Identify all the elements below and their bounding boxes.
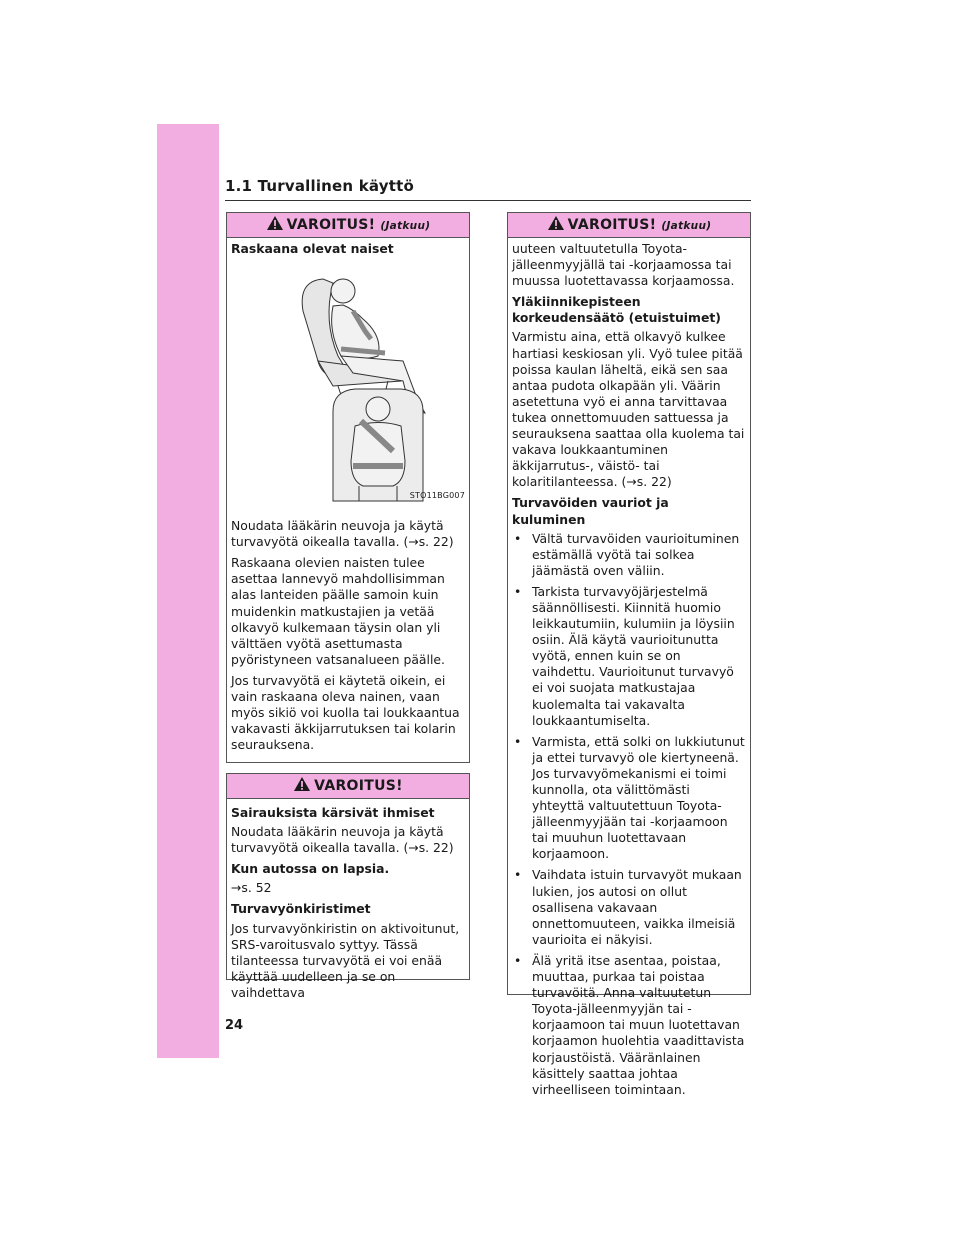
page-number: 24 [225,1018,244,1033]
warning-label: VAROITUS! [286,217,376,233]
warning-box-continued-left [226,212,470,763]
pregnant-seatbelt-illustration [293,261,463,506]
paragraph: Raskaana olevien naisten tulee asettaa lannevyö mahdollisimman alas lanteiden päälle samoin kuin muidenkin matkustajien ja vetää olkavyö kulkemaan täysin olan yli välttäen vyötä asettumasta pyöristyneen vatsanalueen päälle. [231,555,445,667]
paragraph: Noudata lääkärin neuvoja ja käytä turvavyötä oikealla tavalla. (→s. 22) [231,518,454,550]
list-item: • Varmista, että solki on lukkiutunut ja ettei turvavyö ole kiertyneenä. Jos turvavyömekanismi ei toimi kunnolla, ota välittömästi yhteyttä valtuutettuun Toyota-jälleenmyyjään tai -korjaamoon tai muuhun luotettavaan korjaamoon. [514,733,745,862]
heading-pretensioners: Turvavyönkiristimet [231,901,371,917]
warning-box-continued-right [507,212,751,1097]
continued-label: (Jatkuu) [380,220,431,232]
pink-side-tab [157,124,219,1058]
warning-icon [266,215,284,231]
list-item: • Vältä turvavöiden vaurioituminen estämällä vyötä tai solkea jäämästä oven väliin. [514,530,740,578]
heading-anchor-height: Yläkiinnikepisteen korkeudensäätö (etuistuimet) [512,294,721,326]
heading-pregnant: Raskaana olevat naiset [231,241,394,256]
warning-icon [293,776,311,792]
paragraph: →s. 52 [231,880,272,896]
section-rule [225,200,751,201]
paragraph: Jos turvavyönkiristin on aktivoitunut, SRS-varoitusvalo syttyy. Tässä tilanteessa turvavyötä ei voi enää käyttää uudelleen ja se on vaihdettava [231,920,460,1000]
figure-code: STO11BG007 [409,491,465,500]
continued-label: (Jatkuu) [661,220,712,232]
heading-children: Kun autossa on lapsia. [231,861,390,877]
warning-header [227,213,469,238]
heading-illness: Sairauksista kärsivät ihmiset [231,805,435,820]
illustration-svg [293,261,463,506]
list-item: • Tarkista turvavyöjärjestelmä säännöllisesti. Kiinnitä huomio leikkautumiin, kulumiin ja löysiin osiin. Älä käytä vaurioitunutta vyötä, ennen kuin se on vaihdettu. Vaurioitunut turvavyö ei voi suojata matkustajaa kuolemalta tai vakavalta loukkaantumiselta. [514,583,735,728]
paragraph: Varmistu aina, että olkavyö kulkee hartiasi keskiosan yli. Vyö tulee pitää poissa kaulan läheltä, eikä sen saa antaa pudota olkapään yli. Väärin asetettuna vyö ei anna tarvittavaa tukea onnettomuuden sattuessa ja seurauksena saattaa olla kuolema tai vakava loukkaantuminen äkkijarrutus-, väistö- tai kolaritilanteessa. (→s. 22) [512,329,745,490]
warning-header [508,213,750,238]
warning-label: VAROITUS! [314,778,403,794]
warning-box-left [226,773,470,1000]
warning-icon [547,215,565,231]
list-item: • Älä yritä itse asentaa, poistaa, muuttaa, purkaa tai poistaa turvavöitä. Anna valtuutetun Toyota-jälleenmyyjän tai -korjaamoon tai muun luotettavan korjaamon huolehtia vaadittavista korjaustöistä. Vääränlainen käsittely saattaa johtaa virheelliseen toimintaan. [514,952,745,1097]
paragraph: uuteen valtuutetulla Toyota-jälleenmyyjällä tai -korjaamossa tai muussa luotettavassa korjaamossa. [512,241,735,289]
paragraph: Jos turvavyötä ei käytetä oikein, ei vain raskaana oleva nainen, vaan myös sikiö voi kuolla tai loukkaantua vakavasti äkkijarrutuksen tai kolarin seurauksena. [231,672,460,753]
paragraph: Noudata lääkärin neuvoja ja käytä turvavyötä oikealla tavalla. (→s. 22) [231,824,454,856]
heading-damage-wear: Turvavöiden vauriot ja kuluminen [512,495,669,527]
section-title: 1.1 Turvallinen käyttö [225,177,414,195]
warning-label: VAROITUS! [567,217,657,233]
list-item: • Vaihdata istuin turvavyöt mukaan lukien, jos autosi on ollut osallisena vakavaan onnettomuuteen, vaikka ilmeisiä vaurioita ei näkyisi. [514,867,742,947]
warning-header [227,774,469,799]
